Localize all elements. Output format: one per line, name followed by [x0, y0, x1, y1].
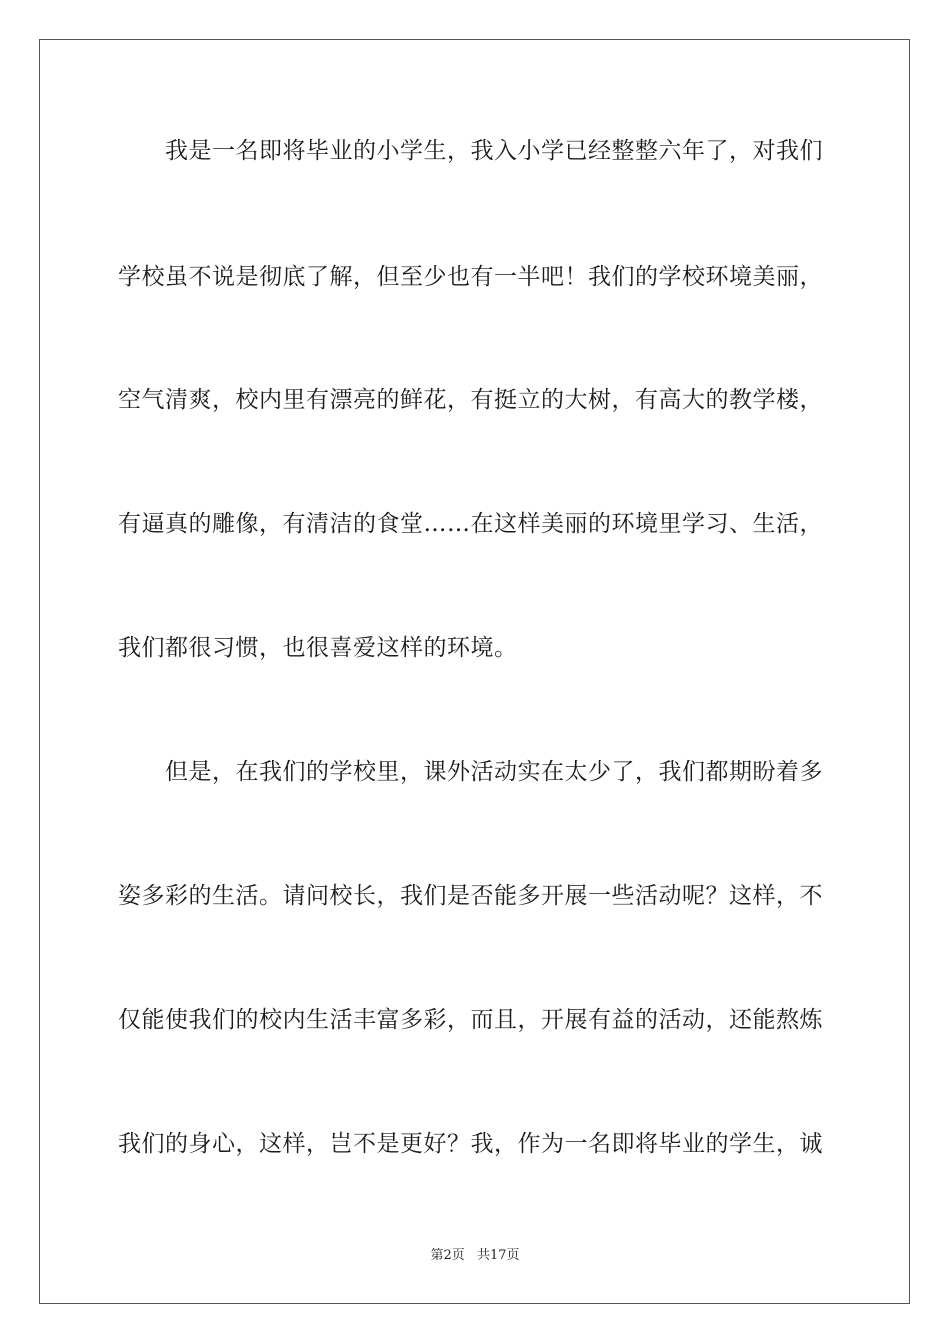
page-number: 第2页: [430, 1248, 465, 1263]
page-footer: [0, 1247, 950, 1265]
body-line-1: 我是一名即将毕业的小学生，我入小学已经整整六年了，对我们: [118, 138, 823, 164]
body-line-5: 我们都很习惯，也很喜爱这样的环境。: [118, 635, 518, 661]
body-line-8: 仅能使我们的校内生活丰富多彩，而且，开展有益的活动，还能熬炼: [118, 1007, 823, 1033]
body-line-3: 空气清爽，校内里有漂亮的鲜花，有挺立的大树，有高大的教学楼，: [118, 387, 823, 413]
body-line-4: 有逼真的雕像，有清洁的食堂……在这样美丽的环境里学习、生活，: [118, 511, 823, 537]
body-line-7: 姿多彩的生活。请问校长，我们是否能多开展一些活动呢？这样，不: [118, 883, 823, 909]
page-border: [39, 39, 910, 1304]
body-line-9: 我们的身心，这样，岂不是更好？我，作为一名即将毕业的学生，诚: [118, 1131, 823, 1157]
body-line-6: 但是，在我们的学校里，课外活动实在太少了，我们都期盼着多: [118, 759, 823, 785]
page-total: 共17页: [476, 1248, 520, 1263]
body-line-2: 学校虽不说是彻底了解，但至少也有一半吧！我们的学校环境美丽，: [118, 264, 823, 290]
